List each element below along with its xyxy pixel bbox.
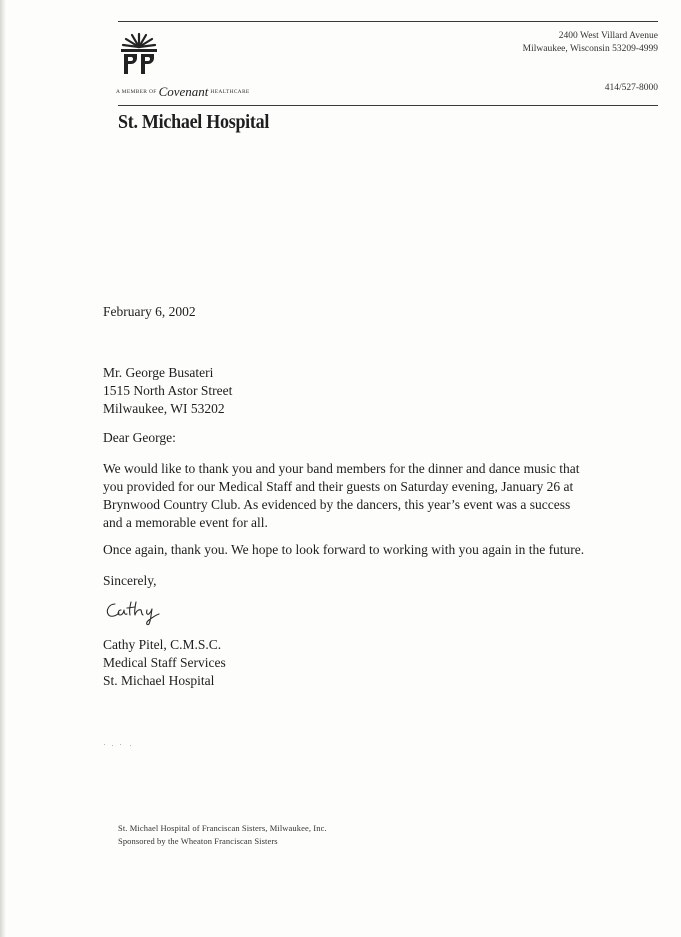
letterhead-bottom-rule <box>118 105 658 106</box>
phone-number: 414/527-8000 <box>604 83 658 93</box>
hospital-name: St. Michael Hospital <box>118 111 270 133</box>
signer-block <box>103 636 226 690</box>
address-line-2: Milwaukee, Wisconsin 53209-4999 <box>522 44 658 54</box>
covenant-brand-mark: Covenant <box>158 84 209 99</box>
member-prefix: A MEMBER OF <box>116 89 157 95</box>
recipient-city: Milwaukee, WI 53202 <box>103 401 225 416</box>
letterhead-top-rule <box>118 21 658 22</box>
handwritten-signature <box>103 596 193 626</box>
recipient-name: Mr. George Busateri <box>103 365 214 380</box>
recipient-street: 1515 North Astor Street <box>103 383 233 398</box>
signer-name: Cathy Pitel, C.M.S.C. <box>103 637 222 652</box>
paragraph-line: We would like to thank you and your band members for the dinner and dance music that <box>103 461 580 476</box>
letter-date: February 6, 2002 <box>103 304 196 319</box>
signer-department: Medical Staff Services <box>103 655 226 670</box>
paragraph-line: Brynwood Country Club. As evidenced by the dancers, this year’s event was a success <box>103 497 571 512</box>
address-line-1: 2400 West Villard Avenue <box>558 31 658 41</box>
scan-speck <box>130 745 131 746</box>
body-paragraph-1 <box>103 460 580 532</box>
salutation: Dear George: <box>103 430 176 445</box>
member-suffix: HEALTHCARE <box>210 89 250 95</box>
signer-organization: St. Michael Hospital <box>103 673 215 688</box>
footer-line-1: St. Michael Hospital of Franciscan Sisters, Milwaukee, Inc. <box>118 823 327 833</box>
recipient-address-block <box>103 364 232 418</box>
paragraph-line: and a memorable event for all. <box>103 515 268 530</box>
scan-speck <box>120 744 121 745</box>
scan-speck <box>112 745 113 746</box>
closing: Sincerely, <box>103 573 157 588</box>
hospital-logo-icon <box>118 30 160 78</box>
scan-edge-shadow <box>0 0 6 937</box>
footer-line-2: Sponsored by the Wheaton Franciscan Sisters <box>118 836 278 846</box>
covenant-member-line <box>116 84 250 100</box>
scan-speck <box>104 744 105 745</box>
body-paragraph-2: Once again, thank you. We hope to look forward to working with you again in the future. <box>103 542 585 557</box>
paragraph-line: you provided for our Medical Staff and their guests on Saturday evening, January 26 at <box>103 479 574 494</box>
